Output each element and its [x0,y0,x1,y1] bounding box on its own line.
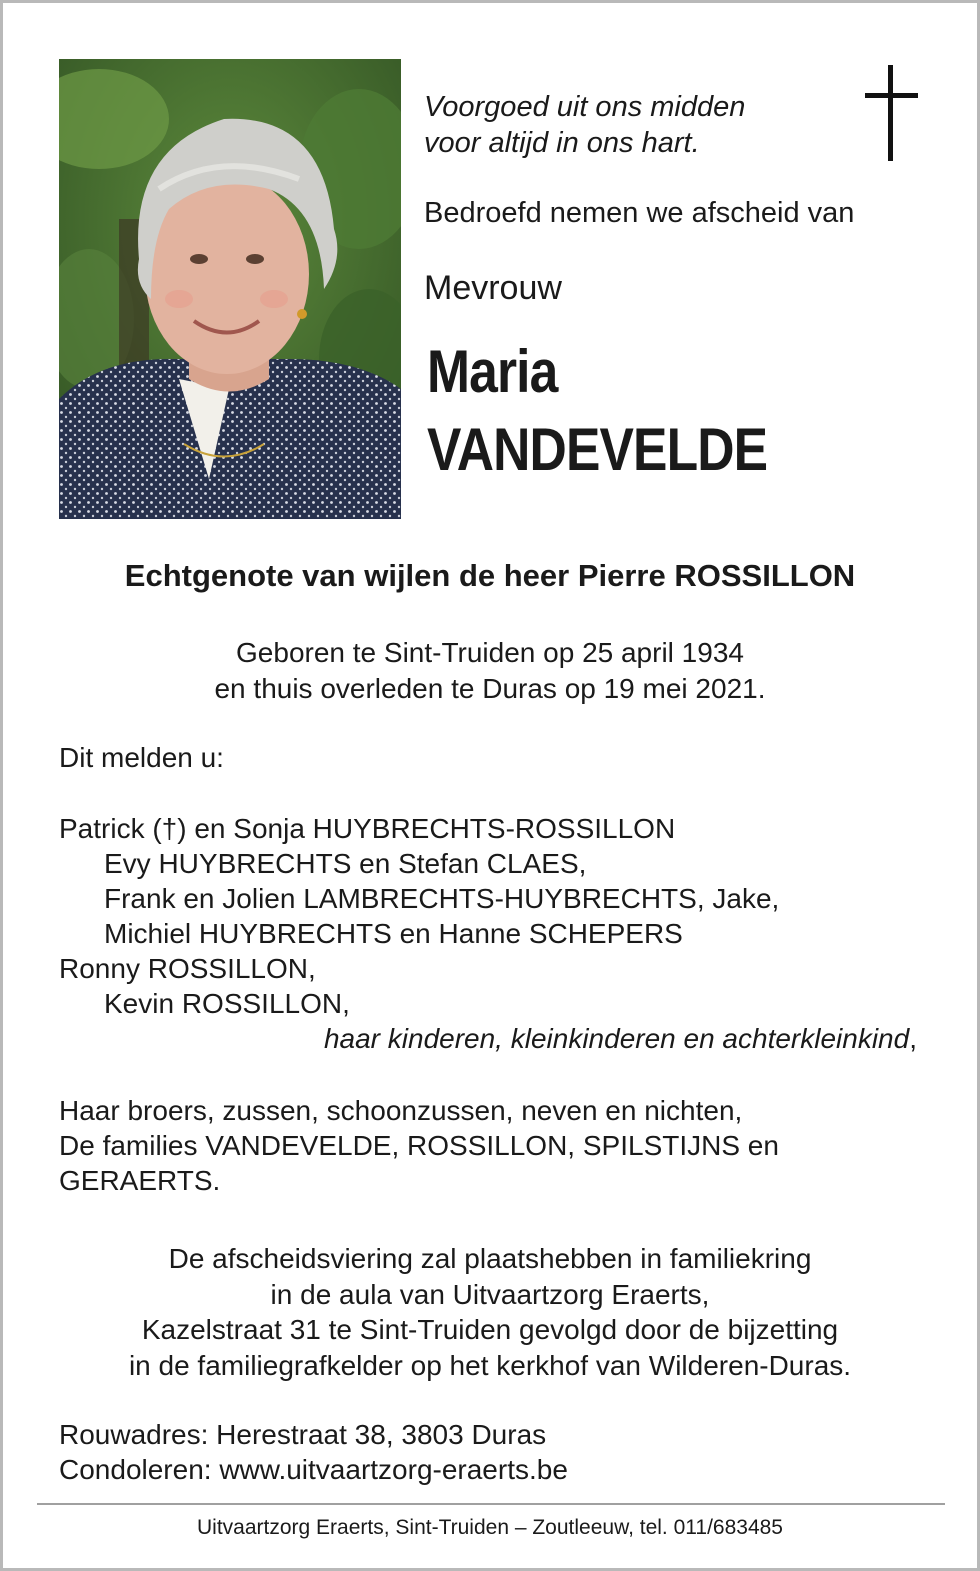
ceremony-info [3,1241,977,1383]
family-line: Ronny ROSSILLON, [59,953,316,984]
family-list [59,811,929,1056]
ceremony-line: Kazelstraat 31 te Sint-Truiden gevolgd door de bijzetting [141,1314,839,1345]
ceremony-line: De afscheidsviering zal plaatshebben in familiekring [168,1243,812,1274]
family-line: Frank en Jolien LAMBRECHTS-HUYBRECHTS, Jake, [104,883,780,914]
spouse-line: Echtgenote van wijlen de heer Pierre ROSSILLON [124,558,856,593]
first-name: Maria [427,338,558,405]
quote [424,89,745,161]
contact-info [59,1417,568,1487]
quote-line-1: Voorgoed uit ons midden [424,91,746,123]
last-name: VANDEVELDE [427,416,768,483]
condolence-website: Condoleren: www.uitvaartzorg-eraerts.be [59,1454,568,1485]
relatives-list [59,1093,779,1198]
footer-divider [37,1503,945,1505]
relatives-line: Haar broers, zussen, schoonzussen, neven en nichten, [59,1095,743,1126]
family-line: Patrick (†) en Sonja HUYBRECHTS-ROSSILLON [59,813,676,844]
intro-text: Bedroefd nemen we afscheid van [424,197,855,229]
ceremony-line: in de familiegrafkelder op het kerkhof van Wilderen-Duras. [128,1349,852,1381]
family-line: Kevin ROSSILLON, [104,988,350,1019]
birth-line: Geboren te Sint-Truiden op 25 april 1934 [236,637,744,668]
mourning-address: Rouwadres: Herestraat 38, 3803 Duras [59,1419,547,1450]
relatives-line: De families VANDEVELDE, ROSSILLON, SPILSTIJNS en [59,1130,779,1161]
portrait-photo [59,59,401,519]
cross-icon [861,63,921,163]
relation-text: haar kinderen, kleinkinderen en achterkleinkind [323,1023,910,1054]
relatives-line: GERAERTS. [59,1165,221,1196]
family-line: Michiel HUYBRECHTS en Hanne SCHEPERS [104,918,683,949]
family-line: Evy HUYBRECHTS en Stefan CLAES, [104,848,587,879]
relation-punct: , [909,1023,917,1054]
ceremony-line: in de aula van Uitvaartzorg Eraerts, [270,1278,710,1310]
announce-heading: Dit melden u: [59,742,224,773]
funeral-home-footer: Uitvaartzorg Eraerts, Sint-Truiden – Zoutleeuw, tel. 011/683485 [197,1516,783,1539]
family-relation [59,1021,929,1056]
honorific: Mevrouw [424,269,562,307]
quote-line-2: voor altijd in ons hart. [424,127,700,159]
death-line: en thuis overleden te Duras op 19 mei 2021. [214,673,766,704]
portrait-illustration [59,59,401,519]
birth-death-info [3,635,977,707]
